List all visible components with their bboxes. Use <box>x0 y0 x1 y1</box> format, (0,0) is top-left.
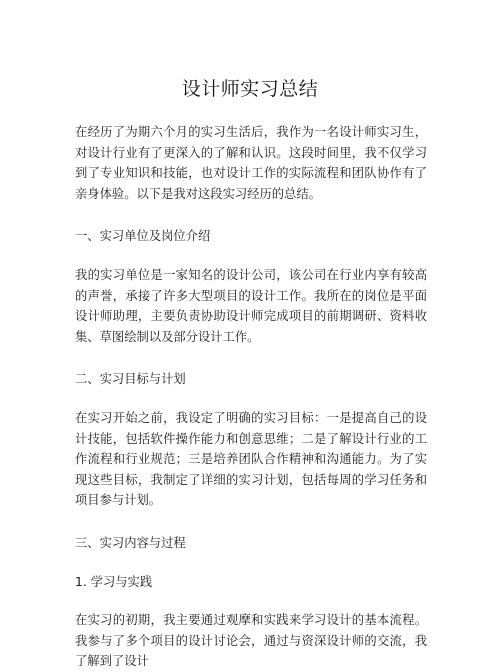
section-subheading: 1. 学习与实践 <box>75 574 153 589</box>
spacer <box>75 554 427 572</box>
spacer <box>75 347 427 369</box>
section-paragraph: 我的实习单位是一家知名的设计公司，该公司在行业内享有较高的声誉，承接了许多大型项目的设计工作。我所在的岗位是平面设计师助理，主要负责协助设计师完成项目的前期调研、资料收集、草图绘制以及部分设计工作。 <box>75 267 427 344</box>
spacer <box>75 204 427 226</box>
section-heading: 三、实习内容与过程 <box>75 535 186 550</box>
document-title: 设计师实习总结 <box>181 78 319 100</box>
spacer <box>75 592 427 610</box>
section-heading: 二、实习目标与计划 <box>75 372 186 387</box>
spacer <box>75 390 427 408</box>
section-paragraph: 在实习的初期，我主要通过观摩和实践来学习设计的基本流程。我参与了多个项目的设计讨论会，通过与资深设计师的交流，我了解到了设计 <box>75 613 427 669</box>
section-paragraph: 在实习开始之前，我设定了明确的实习目标：一是提高自己的设计技能，包括软件操作能力和创意思维；二是了解设计行业的工作流程和行业规范；三是培养团队合作精神和沟通能力。为了实现这些目标，我制定了详细的实习计划，包括每周的学习任务和项目参与计划。 <box>75 410 427 508</box>
spacer <box>75 247 427 265</box>
document-body <box>75 122 427 672</box>
spacer <box>75 511 427 533</box>
section-heading: 一、实习单位及岗位介绍 <box>75 229 211 244</box>
intro-paragraph: 在经历了为期六个月的实习生活后，我作为一名设计师实习生，对设计行业有了更深入的了解和认识。这段时间里，我不仅学习到了专业知识和技能，也对设计工作的实际流程和团队协作有了亲身体验。以下是我对这段实习经历的总结。 <box>75 125 427 201</box>
